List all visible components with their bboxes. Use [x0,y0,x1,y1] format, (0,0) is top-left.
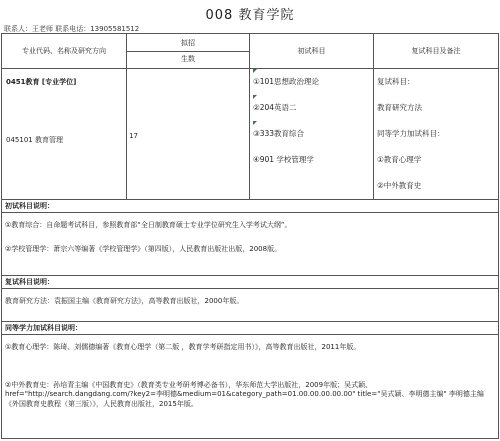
col-header-major: 专业代码、名称及研究方向 [2,34,127,69]
enroll-header-top: 拟招 [181,39,195,47]
initial-notes-heading: 初试科目说明： [2,200,499,213]
initial-subject-item: ④901 学校管理学 [253,155,314,164]
col-header-enrollment [127,34,250,69]
equiv-notes-heading: 同等学力加试科目说明： [2,321,499,334]
initial-notes-body [2,213,499,276]
page-title: 008 教育学院 [205,8,295,23]
header-row [2,34,499,69]
notes-initial-row [2,213,499,276]
major-row [2,69,499,200]
cell-marker-icon [253,69,257,73]
retest-item: 教育研究方法 [377,103,422,112]
notes-retest-head-row [2,275,499,288]
equiv-note-1: ①教育心理学：陈琦、刘儒德编著《教育心理学（第二版 ，教育学考研指定用书）》，高等教育出版社，2011年版。 [5,342,361,351]
retest-item: 复试科目： [377,77,415,86]
initial-subject-item: ②204英语二 [250,95,373,121]
enroll-header-bottom: 生数 [127,51,249,64]
notes-equiv-row [2,334,499,438]
initial-subject-item: ①101思想政治理论 [250,69,373,95]
notes-equiv-head-row [2,321,499,334]
contact-info: 联系人：王老师 联系电话：13905581512 [4,25,140,33]
equiv-notes-body [2,334,499,438]
cell-marker-icon [253,95,257,99]
retest-item: ②中外教育史 [377,181,422,190]
col-header-initial: 初试科目 [250,34,374,69]
col-header-retest: 复试科目及备注 [374,34,499,69]
initial-note-1: ①教育综合：自命题考试科目，参照教育部“全日制教育硕士专业学位研究生入学考试大纲”。 [5,221,292,229]
enroll-cell [127,69,250,200]
notes-retest-row [2,288,499,321]
cell-marker-icon [253,121,257,125]
retest-notes-heading: 复试科目说明： [2,275,499,288]
retest-cell [374,69,499,200]
major-cell [2,69,127,200]
enroll-count: 17 [129,132,138,140]
initial-note-2: ②学校管理学：萧宗六等编著《学校管理学》（第四版），人民教育出版社出版，2008版。 [5,244,282,253]
initial-subjects-cell [250,69,374,200]
equiv-note-2: ②中外教育史：孙培青主编《中国教育史》（教育类专业考研考博必备书），华东师范大学出版社，2009年版；吴式颖、 href="http://search.dangdang.com/?key2=李明德&medium=01&category_path=01.00.00.00.00.00" title="吴式颖、李明德主编" 李明德主编《外国教育史教程（第三版）》，人民教育出版社，2015年版。 [5,380,484,409]
admissions-table [1,33,499,439]
retest-note: 教育研究方法：袁振国主编《教育研究方法》，高等教育出版社，2000年版。 [2,288,499,321]
retest-item: 同等学力加试科目： [377,129,445,138]
major-code: 0451教育 [专业学位] [6,78,77,86]
initial-subject-item: ③333教育综合 [250,121,373,147]
notes-initial-head-row [2,200,499,213]
sub-major: 045101 教育管理 [6,136,63,144]
retest-item: ①教育心理学 [377,155,422,164]
